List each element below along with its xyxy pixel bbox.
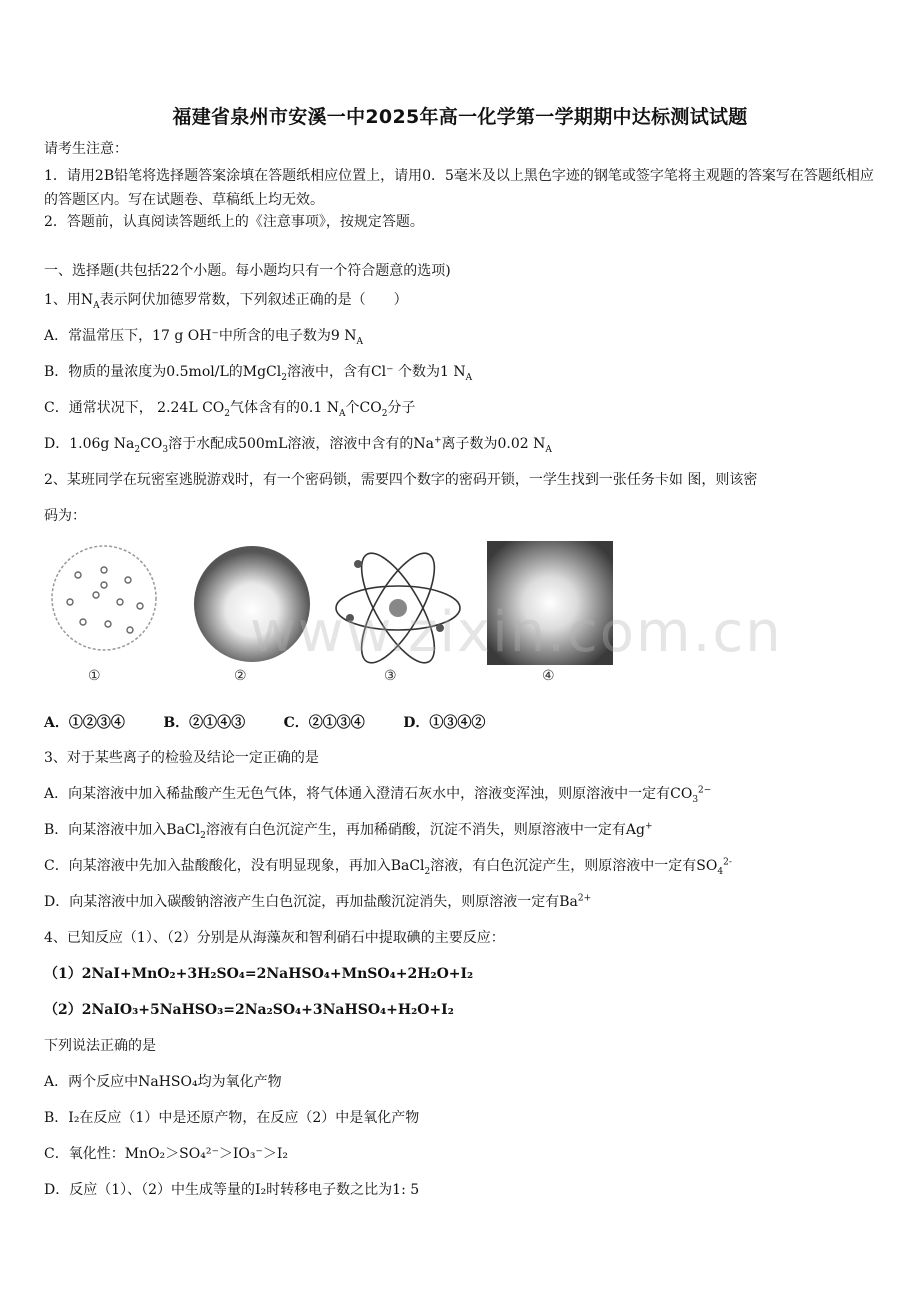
q2-choice-a: A．①②③④	[44, 715, 125, 731]
figure-label-3: ③	[384, 668, 397, 684]
q3-option-c: C．向某溶液中先加入盐酸酸化，没有明显现象，再加入BaCl$_2$溶液，有白色沉淀产生，则原溶液中一定有$SO_4^{2-}$	[44, 857, 732, 877]
q2-choices	[44, 712, 519, 732]
q4-stem: 4、已知反应（1）、（2）分别是从海藻灰和智利硝石中提取碘的主要反应：	[44, 930, 505, 946]
q3-option-d: D．向某溶液中加入碳酸钠溶液产生白色沉淀，再加盐酸沉淀消失，则原溶液一定有$Ba^{2+}$	[44, 893, 592, 910]
q3-option-a: A．向某溶液中加入稀盐酸产生无色气体，将气体通入澄清石灰水中，溶液变浑浊，则原溶液中一定有$CO_3^{2-}$	[44, 785, 712, 805]
figure-label-4: ④	[542, 668, 555, 684]
q4-reaction-2: （2）2NaIO₃+5NaHSO₃=2Na₂SO₄+3NaHSO₄+H₂O+I₂	[44, 1002, 454, 1018]
plum-pudding-model-image	[48, 540, 168, 660]
notice-item-1: 1．请用2B铅笔将选择题答案涂填在答题纸相应位置上，请用0．5毫米及以上黑色字迹的钢笔或签字笔将主观题的答案写在答题纸相应的答题区内。写在试题卷、草稿纸上均无效。	[44, 168, 874, 208]
q4-option-a: A．两个反应中NaHSO₄均为氧化产物	[44, 1074, 282, 1090]
q4-ask: 下列说法正确的是	[44, 1038, 156, 1054]
q1-stem: 1、用$N_A$表示阿伏加德罗常数，下列叙述正确的是（ ）	[44, 292, 408, 311]
q1-option-b: B．物质的量浓度为0.5mol/L的MgCl$_2$溶液中，含有Cl⁻ 个数为1 $N_A$	[44, 364, 473, 383]
q3-option-b: B．向某溶液中加入BaCl$_2$溶液有白色沉淀产生，再加稀硝酸，沉淀不消失，则原溶液中一定有Ag+	[44, 821, 653, 841]
watermark: www.zixin.com.cn	[250, 600, 783, 665]
q1-option-d: D．1.06g $Na_2CO_3$溶于水配成500mL溶液，溶液中含有的Na+离子数为0.02 $N_A$	[44, 435, 552, 455]
figure-label-2: ②	[234, 668, 247, 684]
q2-stem-line1: 2、某班同学在玩密室逃脱游戏时，有一个密码锁，需要四个数字的密码开锁，一学生找到一张任务卡如 图，则该密	[44, 472, 758, 488]
q4-option-c: C．氧化性：MnO₂＞SO₄²⁻＞IO₃⁻＞I₂	[44, 1146, 288, 1162]
page-title: 福建省泉州市安溪一中2025年高一化学第一学期期中达标测试试题	[172, 106, 748, 128]
section-heading: 一、选择题(共包括22个小题。每小题均只有一个符合题意的选项)	[44, 263, 451, 279]
figure-label-1: ①	[88, 668, 101, 684]
q2-choice-d: D．①③④②	[403, 715, 486, 731]
q4-option-b: B．I₂在反应（1）中是还原产物，在反应（2）中是氧化产物	[44, 1110, 420, 1126]
notice-heading: 请考生注意：	[44, 141, 128, 157]
q1-option-a: A．常温常压下，17 g OH⁻中所含的电子数为9 $N_A$	[44, 328, 363, 347]
q4-reaction-1: （1）2NaI+MnO₂+3H₂SO₄=2NaHSO₄+MnSO₄+2H₂O+I₂	[44, 966, 474, 982]
q2-choice-c: C．②①③④	[283, 715, 365, 731]
q1-option-c: C．通常状况下， 2.24L $CO_2$气体含有的0.1 $N_A$个$CO_2$分子	[44, 400, 416, 419]
q2-stem-line2: 码为：	[44, 508, 86, 524]
q2-choice-b: B．②①④③	[163, 715, 246, 731]
q3-stem: 3、对于某些离子的检验及结论一定正确的是	[44, 750, 319, 766]
q4-option-d: D．反应（1）、（2）中生成等量的I₂时转移电子数之比为1: 5	[44, 1182, 420, 1198]
notice-item-2: 2．答题前，认真阅读答题纸上的《注意事项》，按规定答题。	[44, 214, 424, 230]
